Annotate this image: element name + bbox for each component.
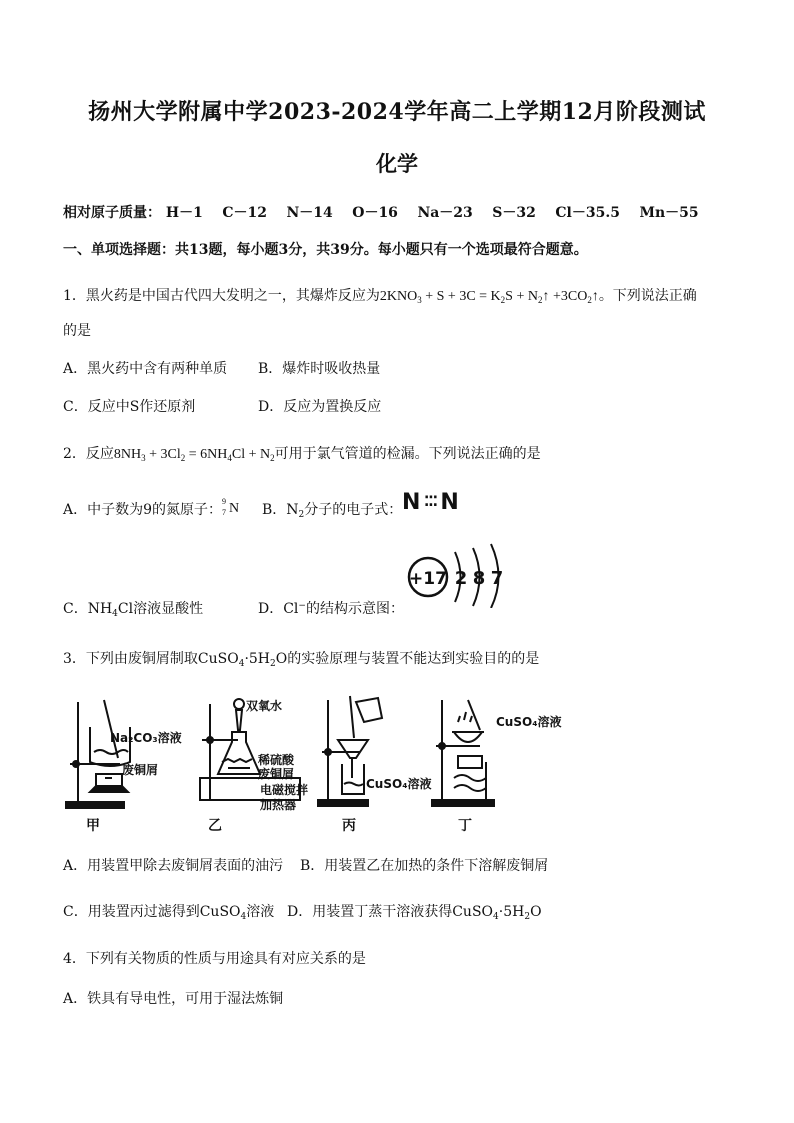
relative-mass-label: 相对原子质量： (63, 205, 161, 221)
apparatus-label: 电磁搅拌 (260, 783, 309, 797)
mass-item: H－1 (165, 205, 203, 221)
q2-option-b: B．$N_2$分子的电子式： (262, 502, 403, 520)
apparatus-name: 甲 (86, 818, 100, 834)
question-1-stem: 1．黑火药是中国古代四大发明之一，其爆炸反应为$2KNO_3 + S + 3C = K_2S$ + $N_2↑$ $+3CO_2↑$。下列说法正确 (63, 288, 697, 305)
mass-item: Na－23 (417, 205, 473, 221)
question-3-stem: 3．下列由废铜屑制取$CuSO_4\cdot 5H_2O$的实验原理与装置不能达到实验目的的是 (63, 651, 540, 669)
q2-option-c: C．$NH_4Cl$溶液显酸性 (63, 601, 204, 619)
mass-item: S－32 (492, 205, 536, 221)
apparatus-d (432, 700, 494, 806)
apparatus-label: CuSO₄溶液 (496, 715, 562, 729)
mass-item: O－16 (352, 205, 398, 221)
q3-option-c: C．用装置丙过滤得到CuSO$_4$溶液 (63, 904, 275, 922)
mass-item: Mn－55 (639, 205, 699, 221)
question-4-stem: 4．下列有关物质的性质与用途具有对应关系的是 (63, 951, 366, 967)
q1-option-c: C．反应中S作还原剂 (63, 399, 196, 415)
shell-electrons: 8 (472, 568, 486, 589)
mass-item: N－14 (286, 205, 333, 221)
mass-item: Cl－35.5 (555, 205, 620, 221)
apparatus-figure (60, 692, 620, 834)
q3-option-b: B．用装置乙在加热的条件下溶解废铜屑 (300, 858, 549, 874)
apparatus-label: 双氧水 (246, 699, 283, 713)
question-2-stem: 2．反应$8NH_3 + 3Cl_2 = 6NH_4Cl + N_2$可用于氯气管道的检漏。下列说法正确的是 (63, 446, 541, 463)
chloride-structure-diagram (403, 540, 513, 608)
page-title: 扬州大学附属中学2023-2024学年高二上学期12月阶段测试 (88, 99, 706, 125)
q1-option-a: A．黑火药中含有两种单质 (63, 361, 228, 377)
subject-title: 化学 (376, 151, 418, 176)
q2-option-a: A．中子数为9的氮原子： 9 7 N (63, 497, 240, 518)
apparatus-label: 加热器 (260, 798, 297, 812)
shell-electrons: 2 (454, 568, 468, 589)
q4-option-a: A．铁具有导电性，可用于湿法炼铜 (63, 991, 284, 1007)
apparatus-name: 丙 (342, 818, 356, 834)
mass-item: C－12 (222, 205, 267, 221)
question-1-stem-cont: 的是 (63, 323, 91, 339)
nuclide-symbol: 9 7 N (222, 497, 240, 517)
q1-option-b: B．爆炸时吸收热量 (258, 361, 381, 377)
q3-option-d: D．用装置丁蒸干溶液获得$CuSO_4\cdot 5H_2O$ (287, 904, 542, 922)
q3-option-a: A．用装置甲除去废铜屑表面的油污 (63, 858, 284, 874)
apparatus-label: 废铜屑 (258, 767, 295, 781)
apparatus-label: CuSO₄溶液 (366, 777, 432, 791)
apparatus-label: Na₂CO₃溶液 (110, 731, 182, 745)
apparatus-name: 丁 (458, 818, 472, 834)
section-heading: 一、单项选择题：共13题，每小题3分，共39分。每小题只有一个选项最符合题意。 (63, 242, 588, 258)
apparatus-label: 废铜屑 (122, 763, 159, 777)
nucleus-charge: +17 (409, 569, 447, 589)
shell-electrons: 7 (490, 568, 504, 589)
q1-option-d: D．反应为置换反应 (258, 399, 382, 415)
q2-option-d: D．Cl−的结构示意图： (258, 601, 404, 617)
apparatus-label: 稀硫酸 (258, 753, 295, 767)
relative-mass-line (63, 202, 699, 222)
apparatus-name: 乙 (208, 818, 222, 834)
apparatus-a (66, 700, 130, 808)
n2-electron-formula: N ⁚⁚⁚ N (402, 490, 459, 515)
